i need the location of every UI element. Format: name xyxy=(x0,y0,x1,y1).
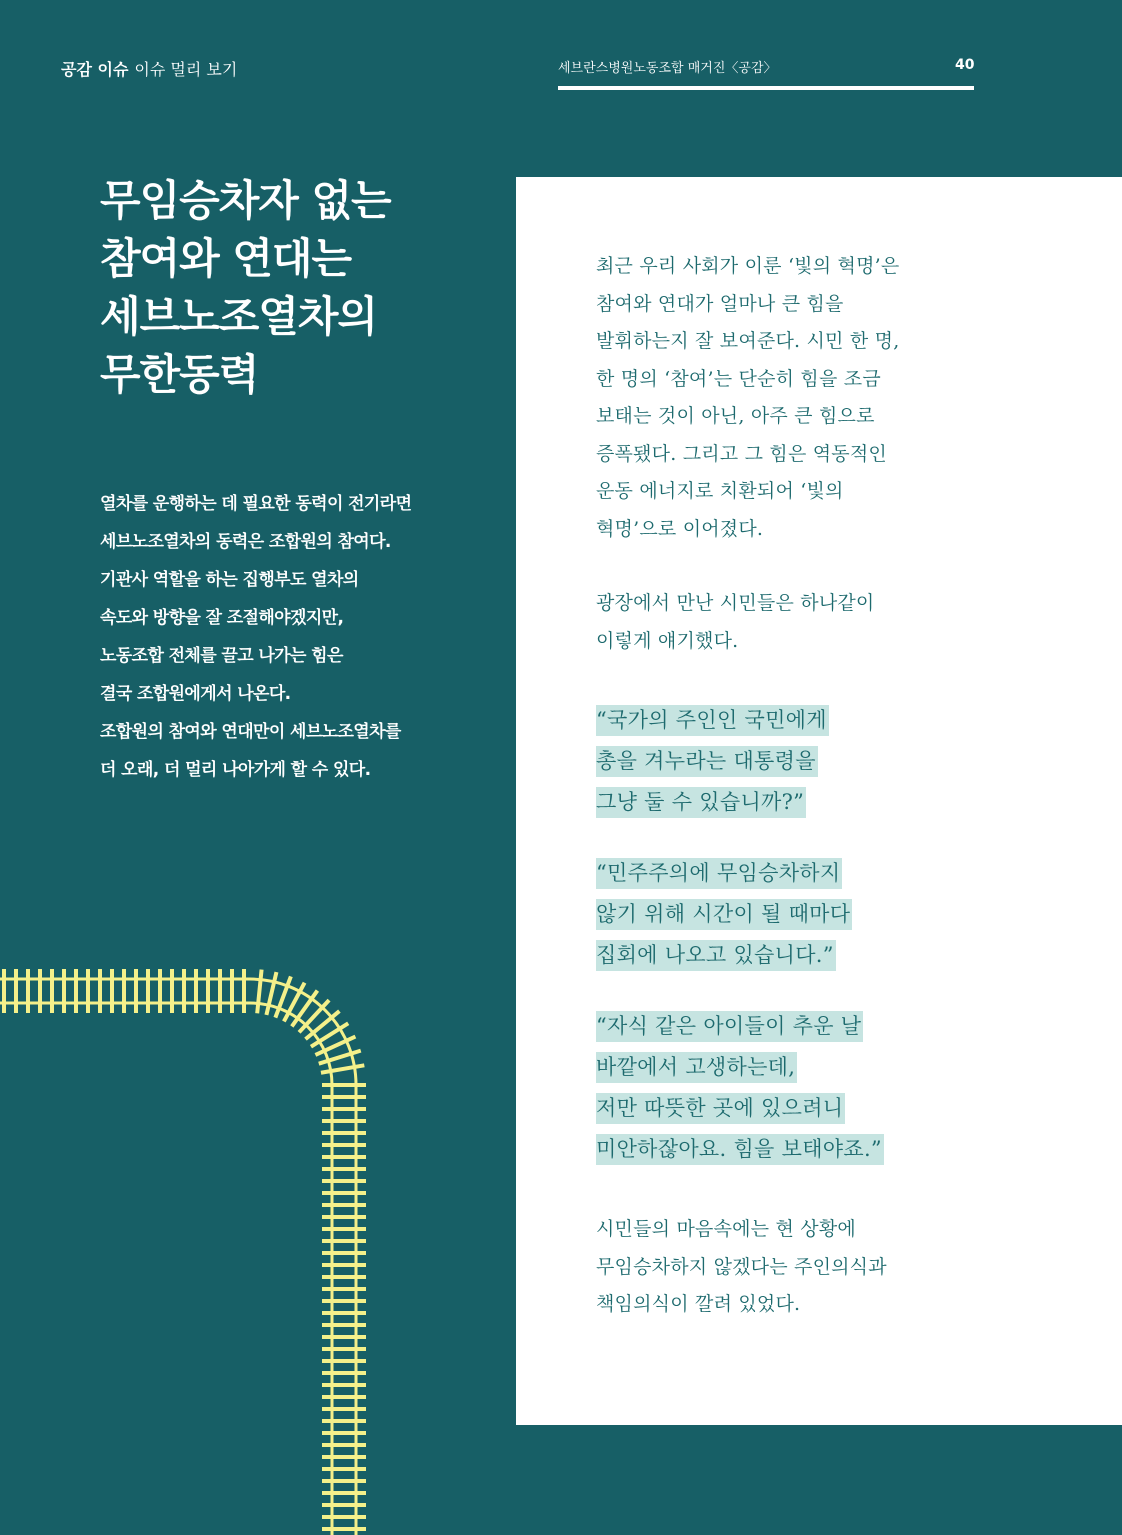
quote-line: “민주주의에 무임승차하지 xyxy=(596,858,842,889)
railway-track-illustration xyxy=(0,960,400,1535)
intro-line: 더 오래, 더 멀리 나아가게 할 수 있다. xyxy=(100,760,371,780)
section-rest: 이슈 멀리 보기 xyxy=(134,60,238,79)
article-line: 보태는 것이 아닌, 아주 큰 힘으로 xyxy=(596,405,875,427)
article-paragraph-3 xyxy=(596,1211,887,1324)
quote-3 xyxy=(596,1006,884,1170)
track-tie xyxy=(305,1011,339,1039)
quote-line: 집회에 나오고 있습니다.” xyxy=(596,940,836,971)
section-bold: 공감 이슈 xyxy=(61,60,129,79)
headline-line: 무한동력 xyxy=(100,350,259,399)
quote-line: “자식 같은 아이들이 추운 날 xyxy=(596,1011,863,1042)
headline-line: 무임승차자 없는 xyxy=(100,176,391,225)
track-tie xyxy=(266,972,276,1015)
article-line: 운동 에너지로 치환되어 ‘빛의 xyxy=(596,480,844,502)
article-line: 발휘하는지 잘 보여준다. 시민 한 명, xyxy=(596,330,900,352)
quote-2 xyxy=(596,853,852,976)
intro-line: 조합원의 참여와 연대만이 세브노조열차를 xyxy=(100,722,401,742)
headline xyxy=(100,172,500,404)
article-line: 광장에서 만난 시민들은 하나같이 xyxy=(596,592,875,614)
track-tie xyxy=(321,1065,364,1072)
header-section-label xyxy=(61,57,237,80)
magazine-title: 세브란스병원노동조합 매거진〈공감〉 xyxy=(558,61,777,76)
quote-line: 미안하잖아요. 힘을 보태야죠.” xyxy=(596,1134,884,1165)
quote-line: 그냥 둘 수 있습니까?” xyxy=(596,787,806,818)
article-line: 한 명의 ‘참여’는 단순히 힘을 조금 xyxy=(596,367,881,390)
page-number: 40 xyxy=(955,57,975,73)
quote-line: 총을 겨누라는 대통령을 xyxy=(596,746,818,777)
intro-line: 세브노조열차의 동력은 조합원의 참여다. xyxy=(100,532,391,552)
quote-line: 저만 따뜻한 곳에 있으려니 xyxy=(596,1093,845,1124)
article-line: 혁명’으로 이어졌다. xyxy=(596,517,764,540)
intro-line: 속도와 방향을 잘 조절해야겠지만, xyxy=(100,608,344,628)
railway-track xyxy=(0,969,366,1535)
article-line: 책임의식이 깔려 있었다. xyxy=(596,1293,801,1315)
header-rule xyxy=(558,86,974,90)
intro-line: 노동조합 전체를 끌고 나가는 힘은 xyxy=(100,646,343,666)
headline-line: 참여와 연대는 xyxy=(100,234,352,283)
track-rail xyxy=(0,979,356,1535)
quote-line: 않기 위해 시간이 될 때마다 xyxy=(596,899,852,930)
article-line: 최근 우리 사회가 이룬 ‘빛의 혁명’은 xyxy=(596,255,900,277)
track-tie xyxy=(299,1000,329,1032)
article-line: 시민들의 마음속에는 현 상황에 xyxy=(596,1218,856,1240)
intro-line: 열차를 운행하는 데 필요한 동력이 전기라면 xyxy=(100,494,412,514)
intro-line: 결국 조합원에게서 나온다. xyxy=(100,684,291,704)
article-line: 참여와 연대가 얼마나 큰 힘을 xyxy=(596,292,844,315)
article-paragraph-2 xyxy=(596,585,874,660)
article-line: 무임승차하지 않겠다는 주인의식과 xyxy=(596,1255,887,1278)
quote-line: “국가의 주인인 국민에게 xyxy=(596,705,829,736)
article-paragraph-1 xyxy=(596,248,899,548)
intro-line: 기관사 역할을 하는 집행부도 열차의 xyxy=(100,570,359,590)
headline-line: 세브노조열차의 xyxy=(100,292,378,341)
quote-line: 바깥에서 고생하는데, xyxy=(596,1052,797,1083)
intro-text xyxy=(100,485,500,789)
track-rail xyxy=(0,1003,332,1535)
quote-1 xyxy=(596,700,829,823)
article-line: 증폭됐다. 그리고 그 힘은 역동적인 xyxy=(596,442,887,465)
article-line: 이렇게 얘기했다. xyxy=(596,629,739,652)
track-tie xyxy=(257,970,261,1014)
